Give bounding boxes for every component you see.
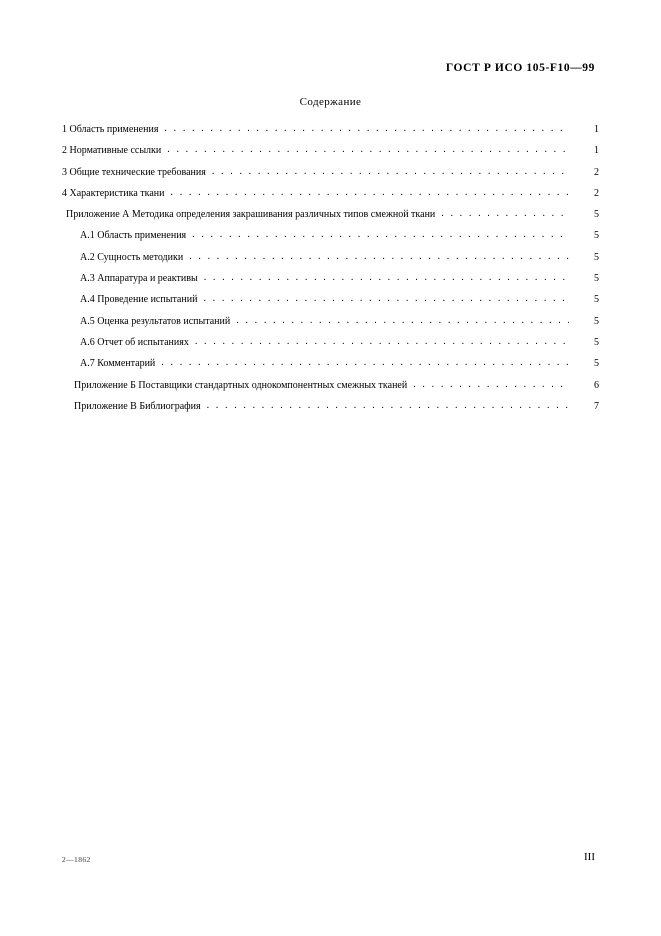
toc-entry-label: А.5 Оценка результатов испытаний bbox=[80, 315, 231, 327]
toc-entry-label: Приложение Б Поставщики стандартных однокомпонентных смежных тканей bbox=[74, 379, 408, 391]
toc-entry-label: А.7 Комментарий bbox=[80, 358, 156, 370]
footer-signature: 2—1862 bbox=[62, 855, 91, 864]
toc-entry[interactable] bbox=[62, 252, 599, 264]
toc-entry-label: А.3 Аппаратура и реактивы bbox=[80, 273, 198, 285]
toc-leader-dots bbox=[167, 146, 569, 157]
toc-entry-page: 5 bbox=[594, 209, 599, 221]
toc-entry[interactable] bbox=[62, 230, 599, 242]
toc-entry-page: 5 bbox=[594, 336, 599, 348]
toc-entry[interactable] bbox=[62, 124, 599, 136]
standard-number-header: ГОСТ Р ИСО 105-F10—99 bbox=[445, 62, 595, 74]
toc-entry-page: 1 bbox=[594, 124, 599, 135]
toc-entry-page: 7 bbox=[594, 400, 599, 412]
page-number: III bbox=[584, 851, 595, 863]
toc-entry-label: 2 Нормативные ссылки bbox=[62, 145, 162, 157]
toc-entry-label: А.6 Отчет об испытаниях bbox=[80, 336, 189, 348]
toc-entry-page: 5 bbox=[594, 315, 599, 327]
toc-entry-page: 5 bbox=[594, 294, 599, 306]
toc-entry[interactable] bbox=[62, 209, 599, 221]
toc-leader-dots bbox=[195, 338, 569, 349]
toc-entry[interactable] bbox=[62, 337, 599, 349]
toc-entry-page: 6 bbox=[594, 379, 599, 391]
toc-entry[interactable] bbox=[62, 358, 599, 370]
toc-entry-label: 3 Общие технические требования bbox=[62, 166, 206, 178]
toc-leader-dots bbox=[204, 274, 569, 285]
toc-entry[interactable] bbox=[62, 188, 599, 200]
table-of-contents bbox=[62, 124, 599, 422]
toc-entry-label: А.2 Сущность методики bbox=[80, 251, 184, 263]
toc-entry-page: 2 bbox=[594, 166, 599, 178]
toc-entry-page: 1 bbox=[594, 145, 599, 157]
toc-entry-label: Приложение В Библиография bbox=[74, 400, 201, 412]
toc-entry[interactable] bbox=[62, 380, 599, 392]
toc-entry[interactable] bbox=[62, 294, 599, 306]
toc-leader-dots bbox=[192, 231, 569, 242]
toc-entry[interactable] bbox=[62, 167, 599, 179]
toc-leader-dots bbox=[171, 189, 569, 200]
toc-leader-dots bbox=[236, 317, 569, 328]
page-title: Содержание bbox=[299, 96, 362, 108]
toc-leader-dots bbox=[207, 402, 569, 413]
toc-leader-dots bbox=[413, 381, 569, 392]
toc-entry-label: А.1 Область применения bbox=[80, 230, 187, 242]
toc-entry-label: А.4 Проведение испытаний bbox=[80, 294, 198, 306]
toc-leader-dots bbox=[189, 253, 569, 264]
toc-entry-label: 4 Характеристика ткани bbox=[62, 187, 165, 199]
toc-entry-label: 1 Область применения bbox=[62, 124, 159, 135]
toc-leader-dots bbox=[441, 210, 569, 221]
toc-leader-dots bbox=[203, 295, 569, 306]
toc-leader-dots bbox=[164, 125, 569, 136]
toc-entry-page: 5 bbox=[594, 358, 599, 370]
toc-entry-label: Приложение А Методика определения закрашивания различных типов смежной ткани bbox=[66, 209, 436, 221]
toc-entry-page: 2 bbox=[594, 187, 599, 199]
toc-leader-dots bbox=[212, 168, 569, 179]
toc-entry[interactable] bbox=[62, 145, 599, 157]
toc-entry[interactable] bbox=[62, 273, 599, 285]
toc-entry[interactable] bbox=[62, 401, 599, 413]
toc-leader-dots bbox=[161, 359, 569, 370]
toc-entry-page: 5 bbox=[594, 273, 599, 285]
toc-entry-page: 5 bbox=[594, 230, 599, 242]
toc-entry-page: 5 bbox=[594, 251, 599, 263]
toc-entry[interactable] bbox=[62, 316, 599, 328]
